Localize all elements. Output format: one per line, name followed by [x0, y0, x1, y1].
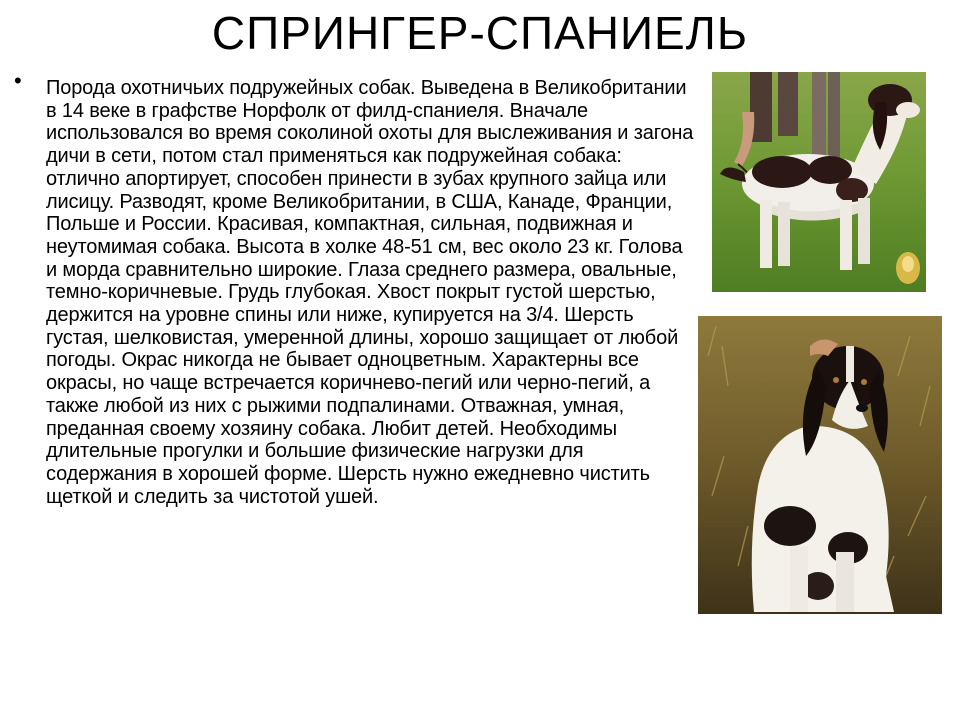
- photo-standing-spaniel: [712, 72, 926, 292]
- body-paragraph: Порода охотничьих подружейных собак. Выведена в Великобритании в 14 веке в графстве Норфолк от филд-спаниеля. Вначале использовался во время соколиной охоты для выслеживания и загона дичи в сети, потом стал применяться как подружейная собака: отлично апортирует, способен принести в зубах крупного зайца или лисицу. Разводят, кроме Великобритании, в США, Канаде, Франции, Польше и России. Красивая, компактная, сильная, подвижная и неутомимая собака. Высота в холке 48-51 см, вес около 23 кг. Голова и морда сравнительно широкие. Глаза среднего размера, овальные, темно-коричневые. Грудь глубокая. Хвост покрыт густой шерстью, держится на уровне спины или ниже, купируется на 3/4. Шерсть густая, шелковистая, умеренной длины, хорошо защищает от любой погоды. Окрас никогда не бывает одноцветным. Характерны все окрасы, но чаще встречается коричнево-пегий или черно-пегий, а также любой из них с рыжими подпалинами. Отважная, умная, преданная своему хозяину собака. Любит детей. Необходимы длительные прогулки и большие физические нагрузки для содержания в хорошей форме. Шерсть нужно ежедневно чистить щеткой и следить за чистотой ушей.: [46, 77, 694, 508]
- slide-title: СПРИНГЕР-СПАНИЕЛЬ: [211, 7, 749, 59]
- photo-sitting-spaniel: [698, 316, 942, 614]
- bullet-marker: •: [14, 68, 22, 93]
